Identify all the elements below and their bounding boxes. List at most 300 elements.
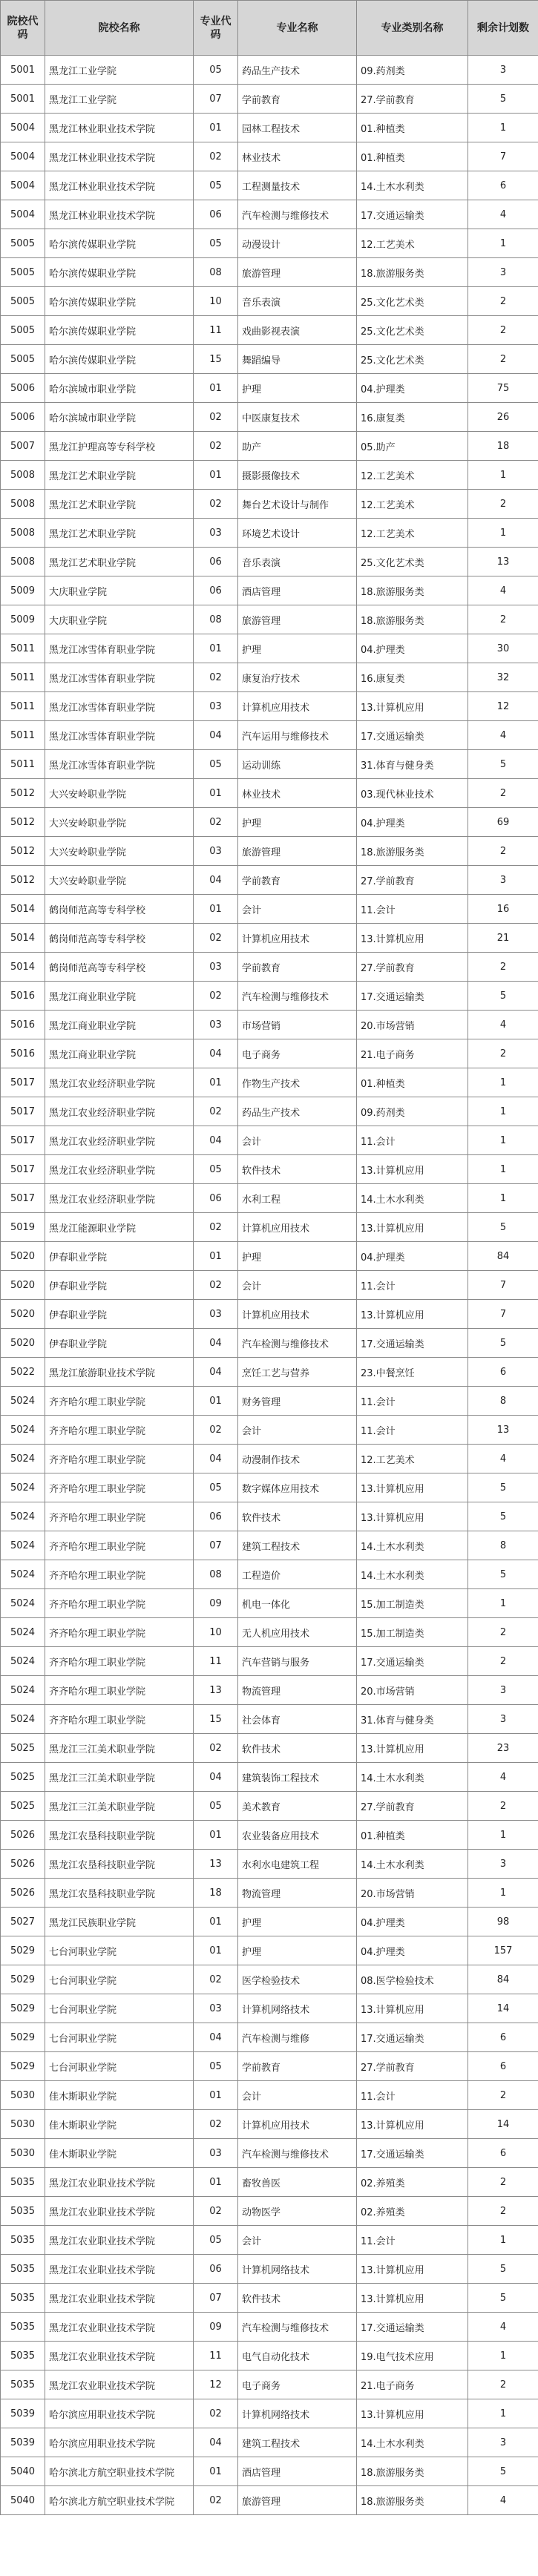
school-code-cell: 5029 xyxy=(1,2023,45,2052)
category-cell: 27.学前教育 xyxy=(357,953,468,982)
major-name-cell: 护理 xyxy=(238,374,357,403)
category-cell: 01.种植类 xyxy=(357,1821,468,1850)
category-cell: 12.工艺美术 xyxy=(357,461,468,490)
category-cell: 18.旅游服务类 xyxy=(357,576,468,605)
major-code-cell: 03 xyxy=(194,837,238,866)
table-row xyxy=(1,1387,538,1416)
remaining-cell: 14 xyxy=(468,1994,538,2023)
school-name-cell: 黑龙江林业职业技术学院 xyxy=(45,171,194,200)
school-name-cell: 齐齐哈尔理工职业学院 xyxy=(45,1676,194,1705)
school-name-cell: 哈尔滨城市职业学院 xyxy=(45,403,194,432)
table-row xyxy=(1,85,538,114)
table-row xyxy=(1,1792,538,1821)
table-row xyxy=(1,2168,538,2197)
school-name-cell: 齐齐哈尔理工职业学院 xyxy=(45,1560,194,1589)
major-name-cell: 会计 xyxy=(238,1126,357,1155)
header-remaining: 剩余计划数 xyxy=(468,1,538,56)
table-row xyxy=(1,1531,538,1560)
school-name-cell: 黑龙江农业经济职业学院 xyxy=(45,1184,194,1213)
major-code-cell: 02 xyxy=(194,1734,238,1763)
remaining-cell: 1 xyxy=(468,114,538,142)
header-school-code: 院校代码 xyxy=(1,1,45,56)
remaining-cell: 26 xyxy=(468,403,538,432)
major-name-cell: 汽车检测与维修技术 xyxy=(238,1329,357,1358)
school-code-cell: 5014 xyxy=(1,953,45,982)
remaining-cell: 1 xyxy=(468,519,538,548)
major-name-cell: 康复治疗技术 xyxy=(238,663,357,692)
remaining-cell: 1 xyxy=(468,1126,538,1155)
remaining-cell: 4 xyxy=(468,1011,538,1039)
remaining-cell: 3 xyxy=(468,1676,538,1705)
school-code-cell: 5027 xyxy=(1,1908,45,1936)
table-row xyxy=(1,519,538,548)
table-row xyxy=(1,1705,538,1734)
category-cell: 17.交通运输类 xyxy=(357,200,468,229)
school-name-cell: 黑龙江林业职业技术学院 xyxy=(45,200,194,229)
school-code-cell: 5004 xyxy=(1,114,45,142)
major-name-cell: 计算机应用技术 xyxy=(238,692,357,721)
school-code-cell: 5035 xyxy=(1,2197,45,2226)
major-code-cell: 05 xyxy=(194,750,238,779)
major-code-cell: 11 xyxy=(194,1647,238,1676)
table-row xyxy=(1,1068,538,1097)
remaining-cell: 5 xyxy=(468,85,538,114)
table-row xyxy=(1,1647,538,1676)
major-code-cell: 06 xyxy=(194,200,238,229)
school-name-cell: 黑龙江商业职业学院 xyxy=(45,982,194,1011)
major-code-cell: 06 xyxy=(194,576,238,605)
major-code-cell: 01 xyxy=(194,1387,238,1416)
table-row xyxy=(1,345,538,374)
school-code-cell: 5009 xyxy=(1,605,45,634)
category-cell: 12.工艺美术 xyxy=(357,1445,468,1473)
table-row xyxy=(1,2110,538,2139)
school-code-cell: 5014 xyxy=(1,895,45,924)
header-row xyxy=(1,1,538,56)
school-name-cell: 黑龙江农业职业技术学院 xyxy=(45,2370,194,2399)
table-row xyxy=(1,663,538,692)
category-cell: 17.交通运输类 xyxy=(357,721,468,750)
school-name-cell: 哈尔滨传媒职业学院 xyxy=(45,258,194,287)
major-code-cell: 10 xyxy=(194,1618,238,1647)
major-code-cell: 03 xyxy=(194,953,238,982)
major-code-cell: 07 xyxy=(194,1531,238,1560)
major-name-cell: 旅游管理 xyxy=(238,2486,357,2515)
major-code-cell: 15 xyxy=(194,345,238,374)
school-code-cell: 5016 xyxy=(1,1039,45,1068)
header-category: 专业类别名称 xyxy=(357,1,468,56)
school-name-cell: 黑龙江三江美术职业学院 xyxy=(45,1763,194,1792)
school-name-cell: 哈尔滨传媒职业学院 xyxy=(45,287,194,316)
major-code-cell: 03 xyxy=(194,519,238,548)
category-cell: 18.旅游服务类 xyxy=(357,605,468,634)
school-code-cell: 5007 xyxy=(1,432,45,461)
school-name-cell: 大兴安岭职业学院 xyxy=(45,808,194,837)
school-name-cell: 黑龙江商业职业学院 xyxy=(45,1011,194,1039)
school-name-cell: 佳木斯职业学院 xyxy=(45,2110,194,2139)
table-row xyxy=(1,432,538,461)
table-header xyxy=(1,1,538,56)
major-name-cell: 助产 xyxy=(238,432,357,461)
major-code-cell: 01 xyxy=(194,2168,238,2197)
remaining-cell: 23 xyxy=(468,1734,538,1763)
category-cell: 03.现代林业技术 xyxy=(357,779,468,808)
major-name-cell: 汽车检测与维修技术 xyxy=(238,2139,357,2168)
remaining-cell: 6 xyxy=(468,2052,538,2081)
category-cell: 13.计算机应用 xyxy=(357,1502,468,1531)
school-name-cell: 大兴安岭职业学院 xyxy=(45,866,194,895)
major-code-cell: 05 xyxy=(194,2226,238,2255)
major-code-cell: 06 xyxy=(194,1184,238,1213)
school-code-cell: 5009 xyxy=(1,576,45,605)
school-name-cell: 黑龙江农业经济职业学院 xyxy=(45,1126,194,1155)
remaining-cell: 1 xyxy=(468,1155,538,1184)
table-row xyxy=(1,2342,538,2370)
major-code-cell: 02 xyxy=(194,1213,238,1242)
table-row xyxy=(1,692,538,721)
major-name-cell: 会计 xyxy=(238,895,357,924)
school-code-cell: 5005 xyxy=(1,345,45,374)
remaining-cell: 13 xyxy=(468,548,538,576)
major-code-cell: 01 xyxy=(194,374,238,403)
major-code-cell: 08 xyxy=(194,1560,238,1589)
school-name-cell: 齐齐哈尔理工职业学院 xyxy=(45,1387,194,1416)
category-cell: 13.计算机应用 xyxy=(357,2284,468,2313)
table-row xyxy=(1,1155,538,1184)
category-cell: 20.市场营销 xyxy=(357,1011,468,1039)
major-code-cell: 09 xyxy=(194,1589,238,1618)
table-row xyxy=(1,1994,538,2023)
major-code-cell: 02 xyxy=(194,142,238,171)
school-code-cell: 5040 xyxy=(1,2486,45,2515)
table-row xyxy=(1,2081,538,2110)
major-code-cell: 04 xyxy=(194,1126,238,1155)
major-code-cell: 02 xyxy=(194,808,238,837)
school-code-cell: 5025 xyxy=(1,1734,45,1763)
major-name-cell: 作物生产技术 xyxy=(238,1068,357,1097)
major-name-cell: 计算机应用技术 xyxy=(238,2110,357,2139)
school-code-cell: 5024 xyxy=(1,1676,45,1705)
table-row xyxy=(1,1300,538,1329)
major-name-cell: 汽车检测与维修技术 xyxy=(238,2313,357,2342)
major-code-cell: 04 xyxy=(194,1763,238,1792)
remaining-cell: 2 xyxy=(468,837,538,866)
category-cell: 04.护理类 xyxy=(357,1242,468,1271)
major-code-cell: 05 xyxy=(194,56,238,85)
category-cell: 15.加工制造类 xyxy=(357,1589,468,1618)
school-code-cell: 5020 xyxy=(1,1242,45,1271)
school-name-cell: 黑龙江农业职业技术学院 xyxy=(45,2168,194,2197)
remaining-cell: 21 xyxy=(468,924,538,953)
school-name-cell: 黑龙江农业职业技术学院 xyxy=(45,2342,194,2370)
major-name-cell: 建筑装饰工程技术 xyxy=(238,1763,357,1792)
major-name-cell: 林业技术 xyxy=(238,779,357,808)
major-name-cell: 软件技术 xyxy=(238,1502,357,1531)
remaining-cell: 2 xyxy=(468,605,538,634)
remaining-cell: 7 xyxy=(468,1271,538,1300)
remaining-cell: 4 xyxy=(468,2313,538,2342)
category-cell: 13.计算机应用 xyxy=(357,1300,468,1329)
school-name-cell: 黑龙江冰雪体育职业学院 xyxy=(45,721,194,750)
table-row xyxy=(1,461,538,490)
school-name-cell: 黑龙江冰雪体育职业学院 xyxy=(45,663,194,692)
school-code-cell: 5030 xyxy=(1,2081,45,2110)
school-code-cell: 5029 xyxy=(1,2052,45,2081)
school-name-cell: 黑龙江农业职业技术学院 xyxy=(45,2313,194,2342)
school-name-cell: 大庆职业学院 xyxy=(45,576,194,605)
category-cell: 11.会计 xyxy=(357,2226,468,2255)
remaining-cell: 6 xyxy=(468,171,538,200)
category-cell: 04.护理类 xyxy=(357,1936,468,1965)
school-code-cell: 5024 xyxy=(1,1387,45,1416)
remaining-cell: 2 xyxy=(468,2370,538,2399)
table-row xyxy=(1,1734,538,1763)
major-code-cell: 02 xyxy=(194,432,238,461)
remaining-cell: 84 xyxy=(468,1242,538,1271)
remaining-cell: 6 xyxy=(468,1358,538,1387)
major-code-cell: 05 xyxy=(194,2052,238,2081)
header-major-name: 专业名称 xyxy=(238,1,357,56)
category-cell: 11.会计 xyxy=(357,1271,468,1300)
major-code-cell: 18 xyxy=(194,1879,238,1908)
remaining-cell: 2 xyxy=(468,953,538,982)
category-cell: 13.计算机应用 xyxy=(357,1213,468,1242)
remaining-cell: 1 xyxy=(468,461,538,490)
major-name-cell: 财务管理 xyxy=(238,1387,357,1416)
remaining-cell: 2 xyxy=(468,1618,538,1647)
category-cell: 27.学前教育 xyxy=(357,85,468,114)
major-name-cell: 中医康复技术 xyxy=(238,403,357,432)
school-name-cell: 佳木斯职业学院 xyxy=(45,2081,194,2110)
school-name-cell: 鹤岗师范高等专科学校 xyxy=(45,924,194,953)
remaining-cell: 4 xyxy=(468,721,538,750)
major-name-cell: 医学检验技术 xyxy=(238,1965,357,1994)
school-code-cell: 5011 xyxy=(1,663,45,692)
remaining-cell: 1 xyxy=(468,1879,538,1908)
table-row xyxy=(1,1097,538,1126)
school-name-cell: 鹤岗师范高等专科学校 xyxy=(45,895,194,924)
major-code-cell: 01 xyxy=(194,1821,238,1850)
major-name-cell: 动漫设计 xyxy=(238,229,357,258)
major-name-cell: 计算机网络技术 xyxy=(238,1994,357,2023)
school-name-cell: 齐齐哈尔理工职业学院 xyxy=(45,1647,194,1676)
school-code-cell: 5011 xyxy=(1,634,45,663)
school-code-cell: 5008 xyxy=(1,548,45,576)
remaining-cell: 8 xyxy=(468,1531,538,1560)
major-name-cell: 软件技术 xyxy=(238,1155,357,1184)
school-code-cell: 5025 xyxy=(1,1763,45,1792)
school-code-cell: 5029 xyxy=(1,1994,45,2023)
major-code-cell: 05 xyxy=(194,1792,238,1821)
category-cell: 02.养殖类 xyxy=(357,2197,468,2226)
major-name-cell: 农业装备应用技术 xyxy=(238,1821,357,1850)
table-row xyxy=(1,1502,538,1531)
table-row xyxy=(1,1126,538,1155)
remaining-cell: 1 xyxy=(468,1097,538,1126)
category-cell: 17.交通运输类 xyxy=(357,982,468,1011)
major-code-cell: 04 xyxy=(194,2023,238,2052)
major-name-cell: 畜牧兽医 xyxy=(238,2168,357,2197)
category-cell: 14.土木水利类 xyxy=(357,171,468,200)
major-name-cell: 环境艺术设计 xyxy=(238,519,357,548)
school-code-cell: 5024 xyxy=(1,1589,45,1618)
school-code-cell: 5035 xyxy=(1,2370,45,2399)
major-code-cell: 01 xyxy=(194,461,238,490)
school-name-cell: 黑龙江三江美术职业学院 xyxy=(45,1792,194,1821)
school-code-cell: 5029 xyxy=(1,1936,45,1965)
school-code-cell: 5022 xyxy=(1,1358,45,1387)
major-code-cell: 06 xyxy=(194,548,238,576)
category-cell: 14.土木水利类 xyxy=(357,2428,468,2457)
table-row xyxy=(1,1011,538,1039)
table-row xyxy=(1,2370,538,2399)
table-row xyxy=(1,374,538,403)
major-name-cell: 动漫制作技术 xyxy=(238,1445,357,1473)
major-code-cell: 02 xyxy=(194,2486,238,2515)
remaining-cell: 5 xyxy=(468,982,538,1011)
table-row xyxy=(1,1965,538,1994)
table-row xyxy=(1,1763,538,1792)
remaining-cell: 13 xyxy=(468,1416,538,1445)
major-code-cell: 11 xyxy=(194,316,238,345)
school-name-cell: 黑龙江冰雪体育职业学院 xyxy=(45,634,194,663)
table-row xyxy=(1,258,538,287)
remaining-cell: 14 xyxy=(468,2110,538,2139)
table-row xyxy=(1,200,538,229)
school-name-cell: 哈尔滨北方航空职业技术学院 xyxy=(45,2486,194,2515)
table-row xyxy=(1,171,538,200)
school-code-cell: 5020 xyxy=(1,1271,45,1300)
major-code-cell: 01 xyxy=(194,1068,238,1097)
table-row xyxy=(1,1416,538,1445)
school-name-cell: 哈尔滨北方航空职业技术学院 xyxy=(45,2457,194,2486)
category-cell: 09.药剂类 xyxy=(357,1097,468,1126)
remaining-cell: 69 xyxy=(468,808,538,837)
school-code-cell: 5011 xyxy=(1,721,45,750)
major-code-cell: 02 xyxy=(194,2197,238,2226)
major-name-cell: 数字媒体应用技术 xyxy=(238,1473,357,1502)
category-cell: 11.会计 xyxy=(357,2081,468,2110)
major-name-cell: 药品生产技术 xyxy=(238,56,357,85)
table-row xyxy=(1,1271,538,1300)
category-cell: 31.体育与健身类 xyxy=(357,750,468,779)
major-code-cell: 12 xyxy=(194,2370,238,2399)
major-name-cell: 水利水电建筑工程 xyxy=(238,1850,357,1879)
major-name-cell: 美术教育 xyxy=(238,1792,357,1821)
table-row xyxy=(1,1213,538,1242)
table-row xyxy=(1,1589,538,1618)
table-row xyxy=(1,721,538,750)
school-code-cell: 5017 xyxy=(1,1184,45,1213)
major-name-cell: 计算机网络技术 xyxy=(238,2399,357,2428)
remaining-cell: 5 xyxy=(468,1502,538,1531)
category-cell: 01.种植类 xyxy=(357,1068,468,1097)
major-code-cell: 04 xyxy=(194,721,238,750)
remaining-cell: 2 xyxy=(468,779,538,808)
major-name-cell: 工程造价 xyxy=(238,1560,357,1589)
category-cell: 18.旅游服务类 xyxy=(357,2486,468,2515)
major-name-cell: 旅游管理 xyxy=(238,605,357,634)
school-name-cell: 黑龙江农垦科技职业学院 xyxy=(45,1879,194,1908)
table-row xyxy=(1,1039,538,1068)
major-code-cell: 02 xyxy=(194,663,238,692)
school-name-cell: 伊春职业学院 xyxy=(45,1300,194,1329)
major-code-cell: 06 xyxy=(194,1502,238,1531)
school-name-cell: 大兴安岭职业学院 xyxy=(45,779,194,808)
school-name-cell: 黑龙江林业职业技术学院 xyxy=(45,142,194,171)
remaining-cell: 7 xyxy=(468,142,538,171)
category-cell: 04.护理类 xyxy=(357,808,468,837)
school-code-cell: 5035 xyxy=(1,2226,45,2255)
table-row xyxy=(1,2226,538,2255)
table-row xyxy=(1,866,538,895)
category-cell: 16.康复类 xyxy=(357,403,468,432)
remaining-cell: 157 xyxy=(468,1936,538,1965)
table-row xyxy=(1,2313,538,2342)
major-name-cell: 物流管理 xyxy=(238,1676,357,1705)
school-name-cell: 黑龙江农垦科技职业学院 xyxy=(45,1850,194,1879)
school-name-cell: 哈尔滨城市职业学院 xyxy=(45,374,194,403)
school-name-cell: 哈尔滨应用职业技术学院 xyxy=(45,2428,194,2457)
remaining-cell: 2 xyxy=(468,1792,538,1821)
category-cell: 20.市场营销 xyxy=(357,1879,468,1908)
major-name-cell: 戏曲影视表演 xyxy=(238,316,357,345)
table-row xyxy=(1,750,538,779)
school-code-cell: 5017 xyxy=(1,1097,45,1126)
table-row xyxy=(1,924,538,953)
major-name-cell: 汽车检测与维修技术 xyxy=(238,200,357,229)
table-row xyxy=(1,1445,538,1473)
remaining-cell: 1 xyxy=(468,2399,538,2428)
school-code-cell: 5017 xyxy=(1,1068,45,1097)
table-row xyxy=(1,1329,538,1358)
remaining-cell: 2 xyxy=(468,1039,538,1068)
major-name-cell: 园林工程技术 xyxy=(238,114,357,142)
school-name-cell: 齐齐哈尔理工职业学院 xyxy=(45,1473,194,1502)
major-name-cell: 酒店管理 xyxy=(238,2457,357,2486)
category-cell: 25.文化艺术类 xyxy=(357,316,468,345)
remaining-cell: 2 xyxy=(468,316,538,345)
school-name-cell: 哈尔滨传媒职业学院 xyxy=(45,316,194,345)
school-name-cell: 黑龙江护理高等专科学校 xyxy=(45,432,194,461)
major-name-cell: 运动训练 xyxy=(238,750,357,779)
table-row xyxy=(1,2284,538,2313)
school-name-cell: 黑龙江冰雪体育职业学院 xyxy=(45,692,194,721)
table-row xyxy=(1,1242,538,1271)
major-code-cell: 03 xyxy=(194,1300,238,1329)
school-code-cell: 5025 xyxy=(1,1792,45,1821)
school-name-cell: 黑龙江农垦科技职业学院 xyxy=(45,1821,194,1850)
major-name-cell: 软件技术 xyxy=(238,2284,357,2313)
table-row xyxy=(1,576,538,605)
table-row xyxy=(1,2197,538,2226)
major-name-cell: 舞蹈编导 xyxy=(238,345,357,374)
table-row xyxy=(1,1908,538,1936)
major-name-cell: 水利工程 xyxy=(238,1184,357,1213)
school-name-cell: 黑龙江农业职业技术学院 xyxy=(45,2255,194,2284)
table-row xyxy=(1,634,538,663)
remaining-cell: 5 xyxy=(468,1473,538,1502)
school-name-cell: 伊春职业学院 xyxy=(45,1242,194,1271)
major-name-cell: 会计 xyxy=(238,1271,357,1300)
school-name-cell: 黑龙江艺术职业学院 xyxy=(45,490,194,519)
category-cell: 15.加工制造类 xyxy=(357,1618,468,1647)
major-code-cell: 05 xyxy=(194,1473,238,1502)
school-name-cell: 齐齐哈尔理工职业学院 xyxy=(45,1618,194,1647)
major-name-cell: 汽车营销与服务 xyxy=(238,1647,357,1676)
category-cell: 13.计算机应用 xyxy=(357,2110,468,2139)
category-cell: 05.助产 xyxy=(357,432,468,461)
